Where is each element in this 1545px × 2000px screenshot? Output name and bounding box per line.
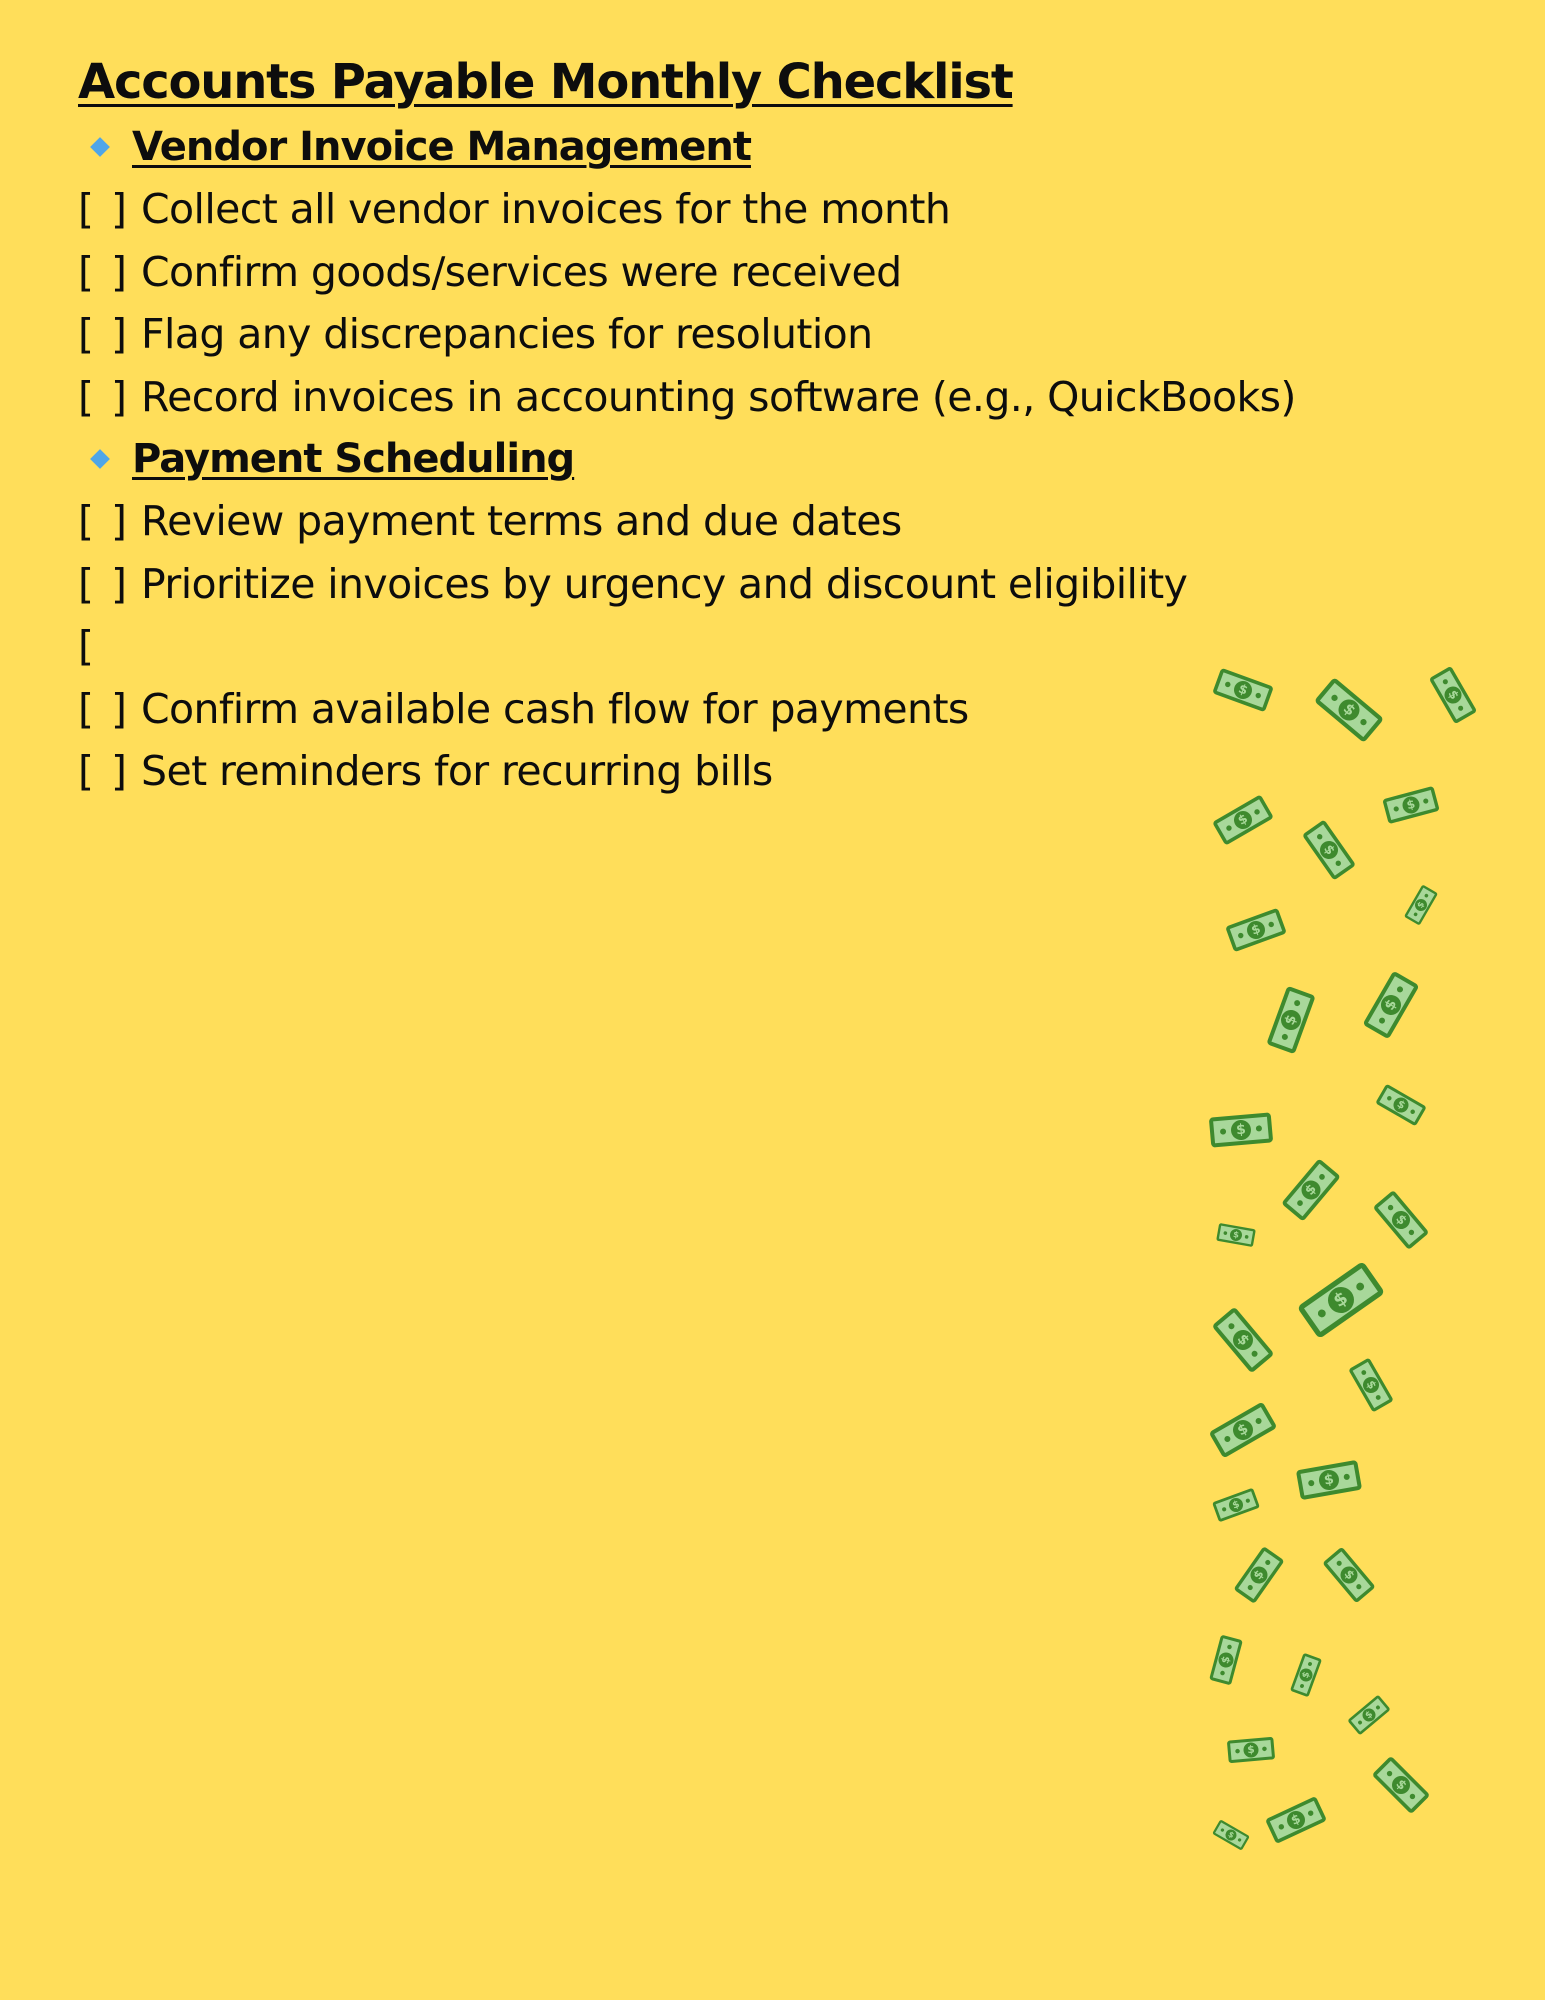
checklist-item-label: Flag any discrepancies for resolution (141, 310, 873, 358)
checkbox-placeholder: [ ] (78, 559, 130, 608)
dollar-bill-icon (1382, 786, 1440, 824)
checklist-item-label: Prioritize invoices by urgency and discount eligibility (141, 559, 1188, 608)
checklist-item-label: Set reminders for recurring bills (141, 747, 773, 795)
checklist-item-label: Record invoices in accounting software (e.g., QuickBooks) (141, 372, 1296, 421)
dollar-bill-icon (1225, 908, 1287, 952)
checkbox-placeholder: [ ] (78, 684, 130, 733)
section-heading-label: Payment Scheduling (132, 436, 575, 482)
falling-money-decoration (1200, 660, 1500, 1880)
page-title: Accounts Payable Monthly Checklist (78, 54, 1013, 110)
dollar-bill-icon (1348, 1358, 1394, 1413)
dollar-bill-icon (1209, 1112, 1273, 1147)
dollar-bill-icon (1265, 1796, 1327, 1844)
checkbox-placeholder: [ ] (78, 247, 130, 296)
checklist-item (78, 303, 1478, 366)
dollar-bill-icon (1216, 1223, 1256, 1247)
dollar-bill-icon (1281, 1158, 1341, 1221)
checklist-item (78, 553, 1478, 616)
checkbox-placeholder: [ ] (78, 185, 130, 233)
checkbox-placeholder: [ ] (78, 497, 130, 545)
dollar-bill-icon (1266, 986, 1315, 1055)
dollar-bill-icon (1212, 794, 1274, 845)
dollar-bill-icon (1209, 1635, 1243, 1686)
dollar-bill-icon (1212, 1819, 1250, 1850)
dollar-bill-icon (1233, 1546, 1284, 1604)
checklist-item (78, 178, 1478, 241)
checklist-item (78, 366, 1478, 429)
stray-bracket-text: [ (78, 622, 94, 670)
dollar-bill-icon (1429, 666, 1477, 724)
checklist-item-label: Collect all vendor invoices for the month (141, 185, 951, 233)
dollar-bill-icon (1375, 1084, 1427, 1127)
dollar-bill-icon (1297, 1261, 1385, 1339)
diamond-bullet-icon (90, 137, 110, 157)
dollar-bill-icon (1404, 884, 1438, 925)
dollar-bill-icon (1209, 1402, 1278, 1459)
dollar-bill-icon (1363, 971, 1420, 1040)
dollar-bill-icon (1212, 1488, 1260, 1523)
dollar-bill-icon (1322, 1547, 1375, 1604)
dollar-bill-icon (1372, 1756, 1431, 1815)
checkbox-placeholder: [ ] (78, 372, 130, 421)
section-heading-label: Vendor Invoice Management (132, 124, 751, 170)
section-heading-payment-scheduling (78, 428, 1478, 490)
dollar-bill-icon (1290, 1653, 1322, 1698)
dollar-bill-icon (1227, 1737, 1275, 1763)
dollar-bill-icon (1212, 1307, 1275, 1374)
checkbox-placeholder: [ ] (78, 747, 130, 795)
checklist-item-label: Confirm goods/services were received (141, 247, 902, 296)
dollar-bill-icon (1347, 1695, 1390, 1736)
dollar-bill-icon (1314, 677, 1384, 743)
checkbox-placeholder: [ ] (78, 310, 130, 358)
diamond-bullet-icon (90, 449, 110, 469)
checklist-item-label: Review payment terms and due dates (141, 497, 902, 545)
checklist-item (78, 241, 1478, 304)
dollar-bill-icon (1212, 668, 1274, 712)
dollar-bill-icon (1302, 819, 1356, 880)
dollar-bill-icon (1373, 1190, 1430, 1250)
checklist-item-label: Confirm available cash flow for payments (141, 684, 969, 733)
checklist-item (78, 490, 1478, 553)
dollar-bill-icon (1296, 1460, 1362, 1500)
section-heading-vendor-invoice-management (78, 116, 1478, 178)
